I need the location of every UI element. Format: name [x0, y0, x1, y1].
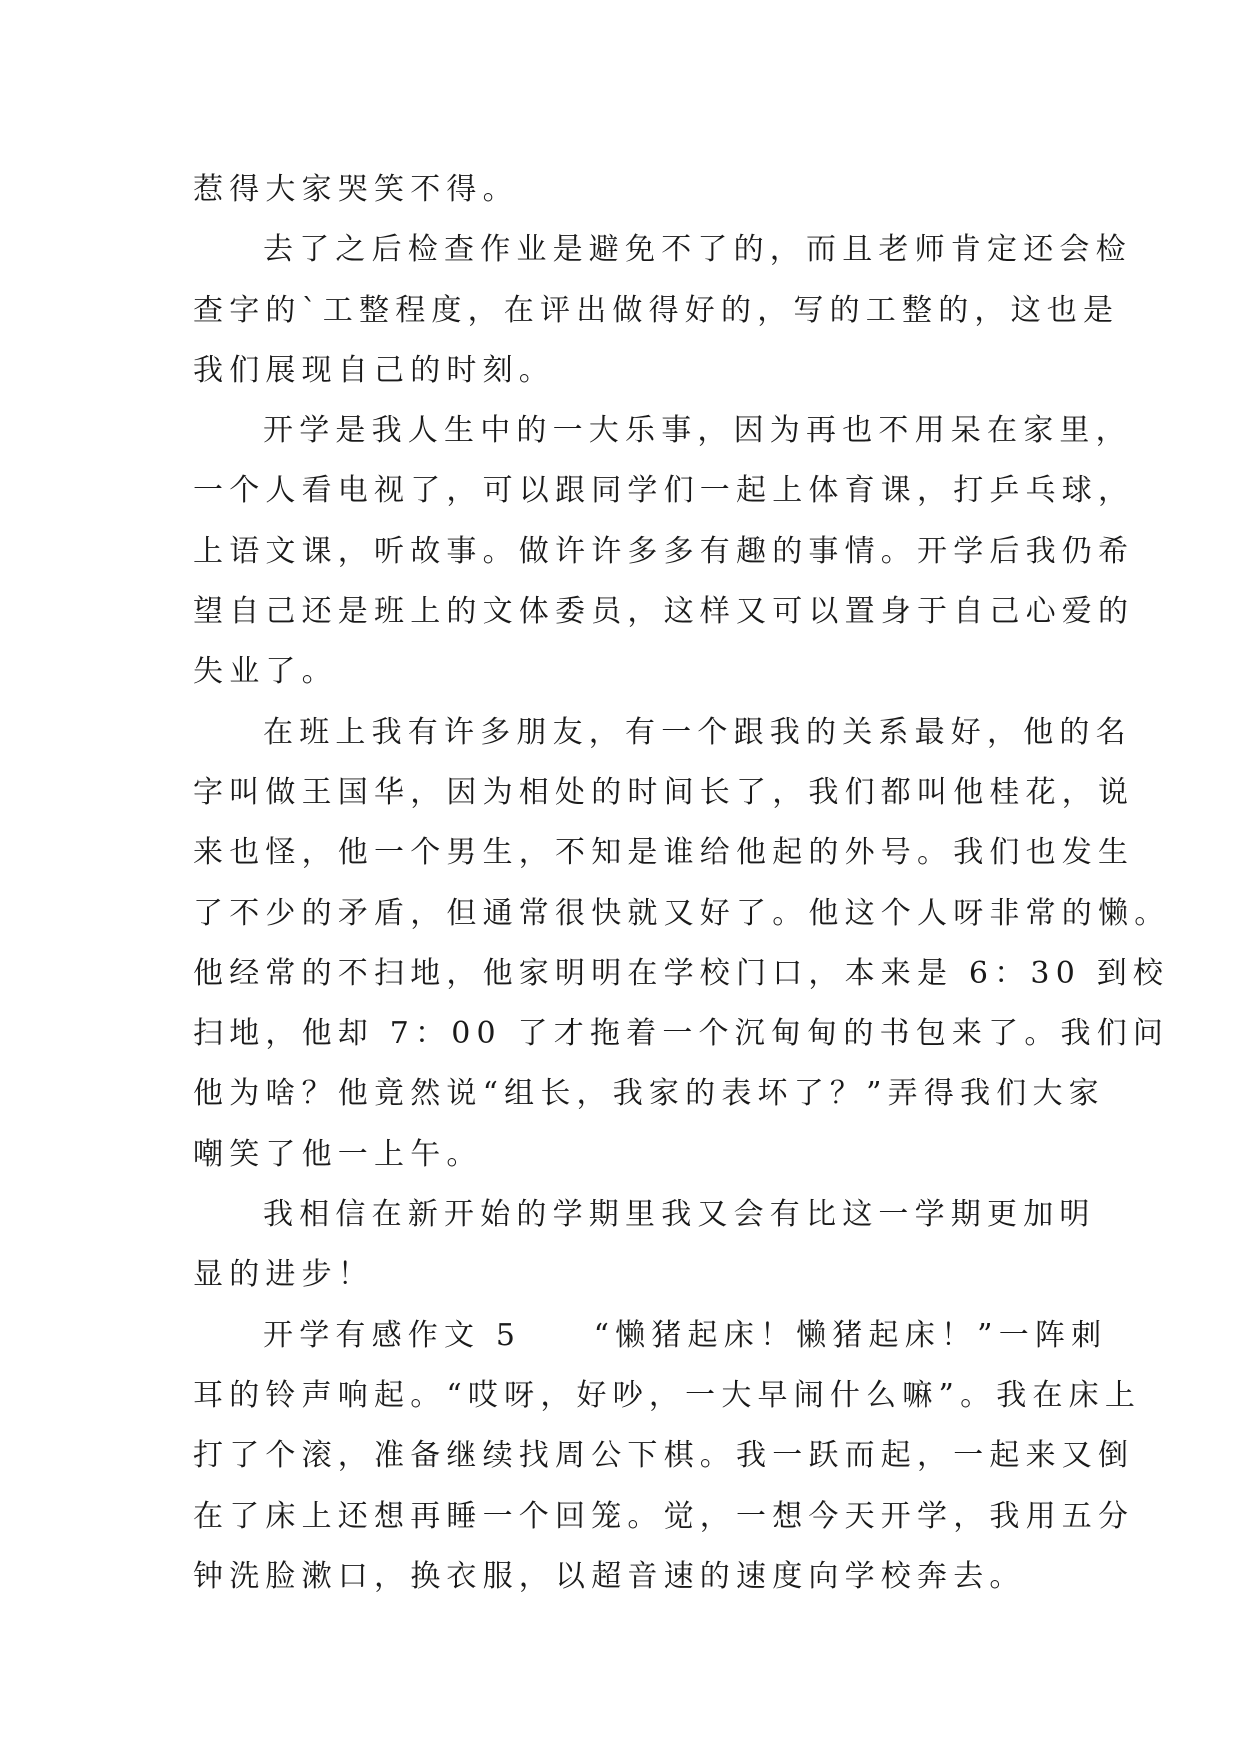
text-line: 失业了。	[193, 654, 338, 690]
paragraph	[193, 1306, 1142, 1607]
text-line: 嘲笑了他一上午。	[193, 1136, 483, 1172]
text-line: 惹得大家哭笑不得。	[193, 172, 519, 207]
text-line: 在了床上还想再睡一个回笼。觉，一想今天开学，我用五分	[193, 1498, 1135, 1534]
text-line: 来也怪，他一个男生，不知是谁给他起的外号。我们也发生	[193, 835, 1135, 871]
paragraph	[193, 220, 1132, 401]
text-line: 去了之后检查作业是避免不了的，而且老师肯定还会检	[263, 232, 1132, 268]
text-line: 开学是我人生中的一大乐事，因为再也不用呆在家里，	[263, 413, 1132, 449]
paragraph	[193, 160, 1063, 220]
text-line: 在班上我有许多朋友，有一个跟我的关系最好，他的名	[263, 714, 1132, 750]
text-line: 望自己还是班上的文体委员，这样又可以置身于自己心爱的	[193, 594, 1135, 630]
text-line: 查字的`工整程度，在评出做得好的，写的工整的，这也是	[193, 292, 1120, 328]
paragraph	[193, 1185, 1096, 1306]
text-line: 钟洗脸漱口，换衣服，以超音速的速度向学校奔去。	[193, 1558, 1026, 1594]
text-line: 我们展现自己的时刻。	[193, 352, 555, 388]
paragraph	[193, 401, 1135, 702]
text-line: 字叫做王国华，因为相处的时间长了，我们都叫他桂花，说	[193, 774, 1135, 810]
text-line: 显的进步！	[193, 1257, 374, 1293]
document-body	[193, 160, 1171, 1607]
text-line: 一个人看电视了，可以跟同学们一起上体育课，打乒乓球，	[193, 473, 1135, 509]
text-line: 他为啥？他竟然说“组长，我家的表坏了？”弄得我们大家	[193, 1076, 1105, 1112]
text-line: 耳的铃声响起。“哎呀，好吵，一大早闹什么嘛”。我在床上	[193, 1377, 1142, 1413]
text-line: 打了个滚，准备继续找周公下棋。我一跃而起，一起来又倒	[193, 1438, 1135, 1474]
text-line: 我相信在新开始的学期里我又会有比这一学期更加明	[263, 1197, 1096, 1233]
paragraph	[193, 703, 1171, 1185]
text-line: 开学有感作文 5 “懒猪起床！懒猪起床！”一阵刺	[263, 1317, 1108, 1353]
text-line: 了不少的矛盾，但通常很快就又好了。他这个人呀非常的懒。	[193, 895, 1171, 931]
text-line: 他经常的不扫地，他家明明在学校门口，本来是 6：30 到校	[193, 955, 1170, 991]
text-line: 扫地，他却 7：00 了才拖着一个沉甸甸的书包来了。我们问	[193, 1016, 1170, 1052]
text-line: 上语文课，听故事。做许许多多有趣的事情。开学后我仍希	[193, 533, 1135, 569]
